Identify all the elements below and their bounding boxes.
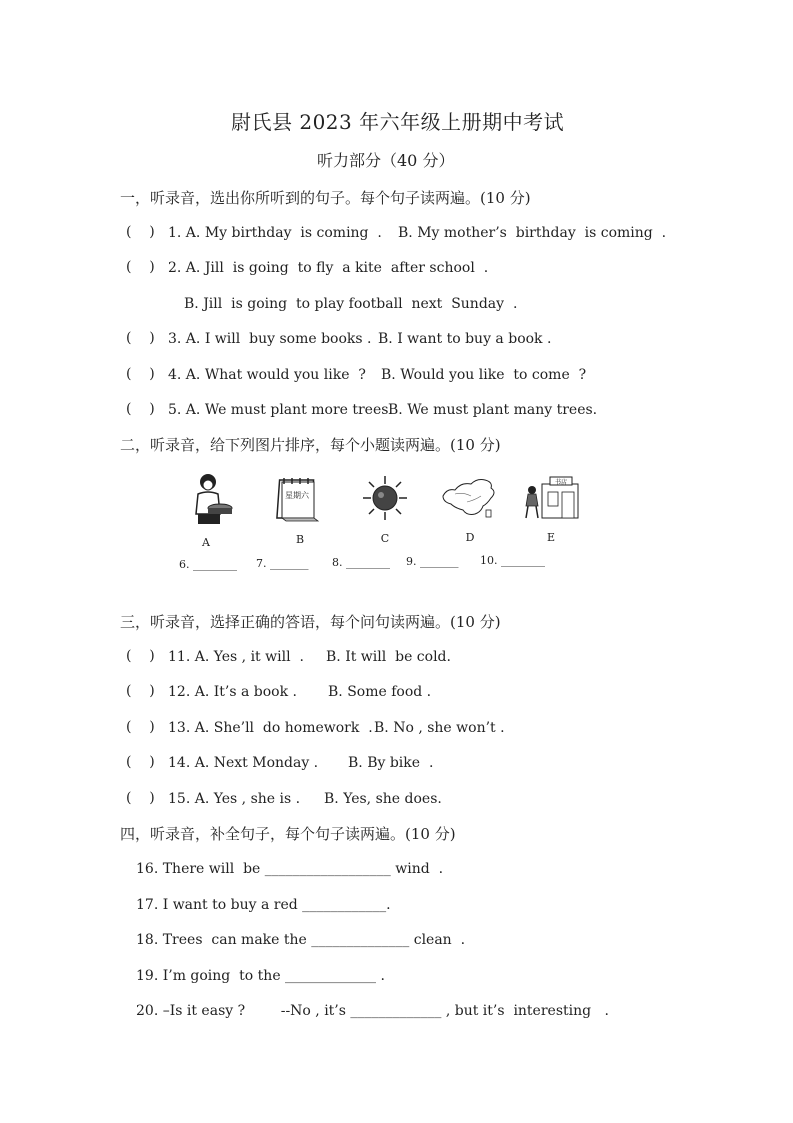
picture-d bbox=[441, 476, 499, 520]
bookstore-icon bbox=[524, 476, 580, 520]
answer-paren[interactable]: ( ) bbox=[126, 366, 155, 382]
picture-c bbox=[362, 475, 408, 521]
answer-paren[interactable]: ( ) bbox=[126, 259, 155, 275]
option-b: B. I want to buy a book . bbox=[378, 331, 552, 347]
girl-with-drum-icon bbox=[186, 472, 236, 527]
option-b: B. Would you like to come ? bbox=[381, 367, 587, 383]
section-2-heading: 二，听录音，给下列图片排序，每个小题读两遍。(10 分) bbox=[120, 436, 501, 454]
answer-paren[interactable]: ( ) bbox=[126, 790, 155, 806]
picture-b-label: B bbox=[295, 533, 305, 546]
picture-e-label: E bbox=[546, 531, 556, 544]
answer-paren[interactable]: ( ) bbox=[126, 719, 155, 735]
option-a: 3. A. I will buy some books . bbox=[168, 331, 372, 347]
option-b: B. We must plant many trees. bbox=[388, 402, 598, 418]
page-subtitle: 听力部分（40 分） bbox=[317, 151, 455, 170]
fill-in-17[interactable]: 17. I want to buy a red ____________. bbox=[136, 897, 391, 913]
answer-blank-9[interactable]: 9. _______ bbox=[406, 555, 459, 568]
china-map-icon bbox=[441, 476, 499, 520]
answer-paren[interactable]: ( ) bbox=[126, 330, 155, 346]
fill-in-16[interactable]: 16. There will be __________________ wind . bbox=[136, 861, 444, 877]
option-b: B. It will be cold. bbox=[326, 649, 451, 665]
answer-blank-10[interactable]: 10. ________ bbox=[480, 554, 545, 567]
answer-paren[interactable]: ( ) bbox=[126, 683, 155, 699]
section-1-heading: 一，听录音，选出你所听到的句子。每个句子读两遍。(10 分) bbox=[120, 189, 531, 207]
option-a: 2. A. Jill is going to fly a kite after school . bbox=[168, 260, 489, 276]
picture-c-label: C bbox=[380, 532, 390, 545]
fill-in-20[interactable]: 20. –Is it easy ? --No , it’s _____________ , but it’s interesting . bbox=[136, 1003, 609, 1019]
sun-icon bbox=[362, 475, 408, 521]
option-a: 5. A. We must plant more trees. bbox=[168, 402, 393, 418]
option-b: B. By bike . bbox=[348, 755, 434, 771]
option-b: B. My mother’s birthday is coming . bbox=[398, 225, 667, 241]
section-4-heading: 四，听录音，补全句子，每个句子读两遍。(10 分) bbox=[120, 825, 456, 843]
option-b: B. No , she won’t . bbox=[374, 720, 505, 736]
option-a: 14. A. Next Monday . bbox=[168, 755, 319, 771]
option-a: 15. A. Yes , she is . bbox=[168, 791, 301, 807]
section-3-heading: 三，听录音，选择正确的答语，每个问句读两遍。(10 分) bbox=[120, 613, 501, 631]
option-a: 13. A. She’ll do homework . bbox=[168, 720, 373, 736]
option-a: 1. A. My birthday is coming . bbox=[168, 225, 382, 241]
option-b: B. Jill is going to play football next Sunday . bbox=[184, 296, 518, 312]
picture-e bbox=[524, 476, 580, 520]
answer-paren[interactable]: ( ) bbox=[126, 224, 155, 240]
page-title: 尉氏县 2023 年六年级上册期中考试 bbox=[231, 110, 565, 134]
option-a: 12. A. It’s a book . bbox=[168, 684, 297, 700]
answer-paren[interactable]: ( ) bbox=[126, 648, 155, 664]
picture-b bbox=[276, 474, 320, 522]
answer-blank-8[interactable]: 8. ________ bbox=[332, 556, 390, 569]
answer-paren[interactable]: ( ) bbox=[126, 754, 155, 770]
picture-a-label: A bbox=[202, 536, 210, 549]
fill-in-18[interactable]: 18. Trees can make the ______________ clean . bbox=[136, 932, 466, 948]
picture-a bbox=[186, 472, 236, 527]
answer-paren[interactable]: ( ) bbox=[126, 401, 155, 417]
bookstore-sign-text: 书店 bbox=[555, 479, 568, 486]
option-a: 11. A. Yes , it will . bbox=[168, 649, 304, 665]
calendar-text: 星期六 bbox=[285, 491, 309, 500]
option-a: 4. A. What would you like ? bbox=[168, 367, 366, 383]
option-b: B. Some food . bbox=[328, 684, 432, 700]
fill-in-19[interactable]: 19. I’m going to the _____________ . bbox=[136, 968, 385, 984]
option-b: B. Yes, she does. bbox=[324, 791, 442, 807]
answer-blank-6[interactable]: 6. ________ bbox=[179, 558, 237, 571]
answer-blank-7[interactable]: 7. _______ bbox=[256, 557, 309, 570]
picture-d-label: D bbox=[465, 531, 475, 544]
